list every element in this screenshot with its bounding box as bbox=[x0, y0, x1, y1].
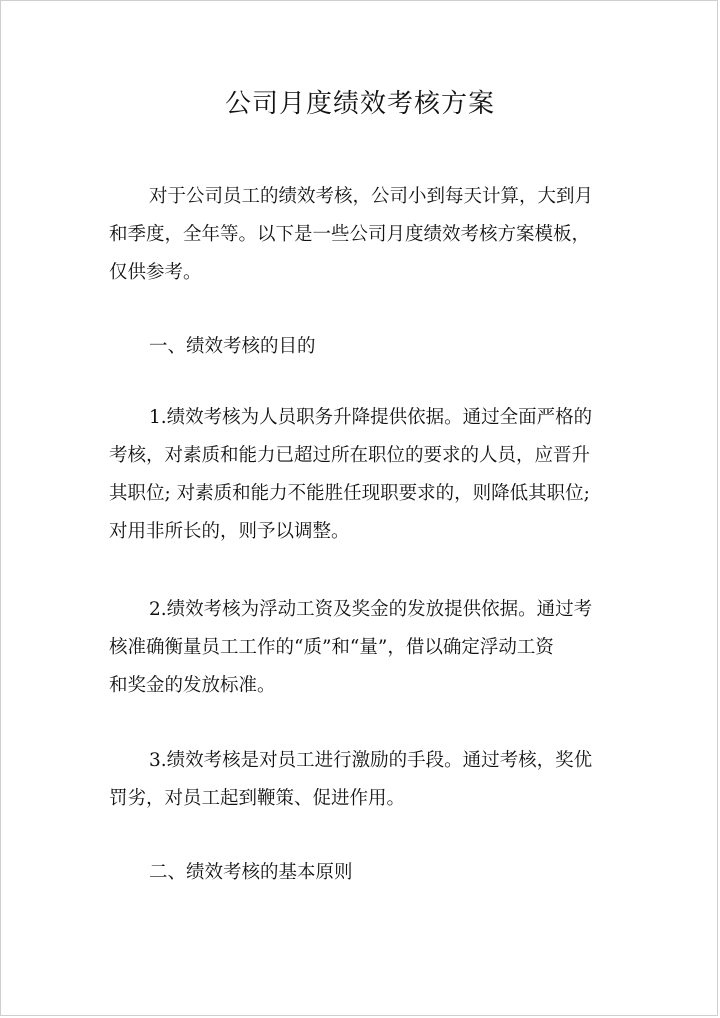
item-1-line-4: 对用非所长的，则予以调整。 bbox=[109, 521, 350, 542]
item-2-paragraph bbox=[109, 591, 619, 705]
intro-paragraph bbox=[109, 178, 619, 292]
intro-line-2: 和季度，全年等。以下是一些公司月度绩效考核方案模板， bbox=[109, 224, 591, 245]
item-2-line-3: 和奖金的发放标准。 bbox=[109, 675, 276, 696]
item-3-line-2: 罚劣，对员工起到鞭策、促进作用。 bbox=[109, 788, 406, 809]
section-2-heading bbox=[109, 854, 619, 892]
item-2-line-1: 2.绩效考核为浮动工资及奖金的发放提供依据。通过考 bbox=[149, 599, 593, 620]
item-1-paragraph bbox=[109, 399, 619, 551]
section-2-heading-text: 二、绩效考核的基本原则 bbox=[149, 862, 353, 883]
document-title: 公司月度绩效考核方案 bbox=[224, 89, 495, 119]
item-3-paragraph bbox=[109, 742, 619, 818]
item-1-line-2: 考核，对素质和能力已超过所在职位的要求的人员，应晋升 bbox=[109, 445, 591, 466]
intro-line-3: 仅供参考。 bbox=[109, 262, 202, 283]
section-1-heading-text: 一、绩效考核的目的 bbox=[149, 336, 316, 357]
section-1-heading bbox=[109, 328, 619, 366]
item-1-line-1: 1.绩效考核为人员职务升降提供依据。通过全面严格的 bbox=[149, 407, 593, 428]
item-3-line-1: 3.绩效考核是对员工进行激励的手段。通过考核，奖优 bbox=[149, 750, 593, 771]
item-2-line-2: 核准确衡量员工工作的“质”和“量”，借以确定浮动工资 bbox=[109, 637, 554, 658]
item-1-line-3: 其职位; 对素质和能力不能胜任现职要求的，则降低其职位; bbox=[109, 483, 590, 504]
intro-line-1: 对于公司员工的绩效考核，公司小到每天计算，大到月 bbox=[149, 186, 594, 207]
